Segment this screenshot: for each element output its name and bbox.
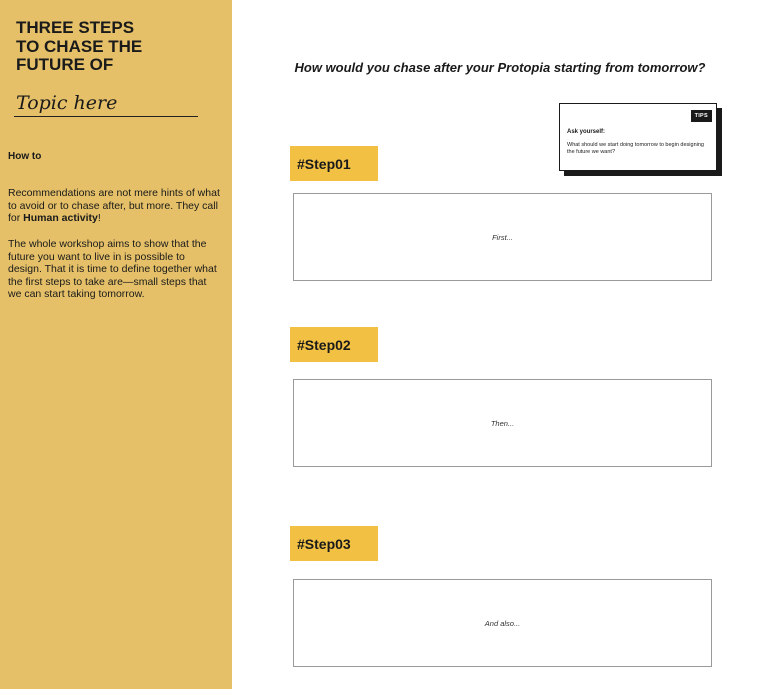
step-placeholder: And also... bbox=[484, 618, 521, 628]
tips-body: What should we start doing tomorrow to begin designing the future we want? bbox=[567, 142, 704, 155]
step-placeholder: First... bbox=[492, 232, 513, 242]
human-activity-emphasis: Human activity bbox=[23, 212, 98, 225]
tips-heading: Ask yourself: bbox=[567, 129, 606, 135]
step-input-box-3[interactable] bbox=[293, 579, 712, 667]
sidebar-title-line: TO CHASE THE bbox=[16, 36, 143, 56]
step-tag-3: #Step03 bbox=[290, 526, 378, 561]
topic-input[interactable] bbox=[14, 90, 198, 117]
sidebar-title-line: FUTURE OF bbox=[16, 55, 114, 74]
main-question: How would you chase after your Protopia starting from tomorrow? bbox=[294, 60, 706, 75]
sidebar bbox=[0, 0, 232, 689]
step-input-box-1[interactable] bbox=[293, 193, 712, 281]
tips-badge: TIPS bbox=[691, 110, 712, 122]
howto-label: How to bbox=[8, 151, 42, 162]
step-tag-2: #Step02 bbox=[290, 327, 378, 362]
sidebar-title bbox=[16, 19, 216, 75]
sidebar-title-line: THREE STEPS bbox=[16, 18, 135, 37]
paragraph-text: Recommendations are not mere hints of what to avoid or to chase after, but more. They call for bbox=[8, 187, 220, 225]
step-tag-1: #Step01 bbox=[290, 146, 378, 181]
tips-card bbox=[559, 103, 717, 171]
step-placeholder: Then... bbox=[490, 418, 515, 428]
step-input-box-2[interactable] bbox=[293, 379, 712, 467]
paragraph-text: ! bbox=[97, 212, 101, 225]
description-paragraph-1 bbox=[8, 187, 220, 225]
description-paragraph-2: The whole workshop aims to show that the future you want to live in is possible to design. That it is time to define together what the first steps to take are—small steps that we can start taking tomorrow. bbox=[8, 238, 217, 301]
